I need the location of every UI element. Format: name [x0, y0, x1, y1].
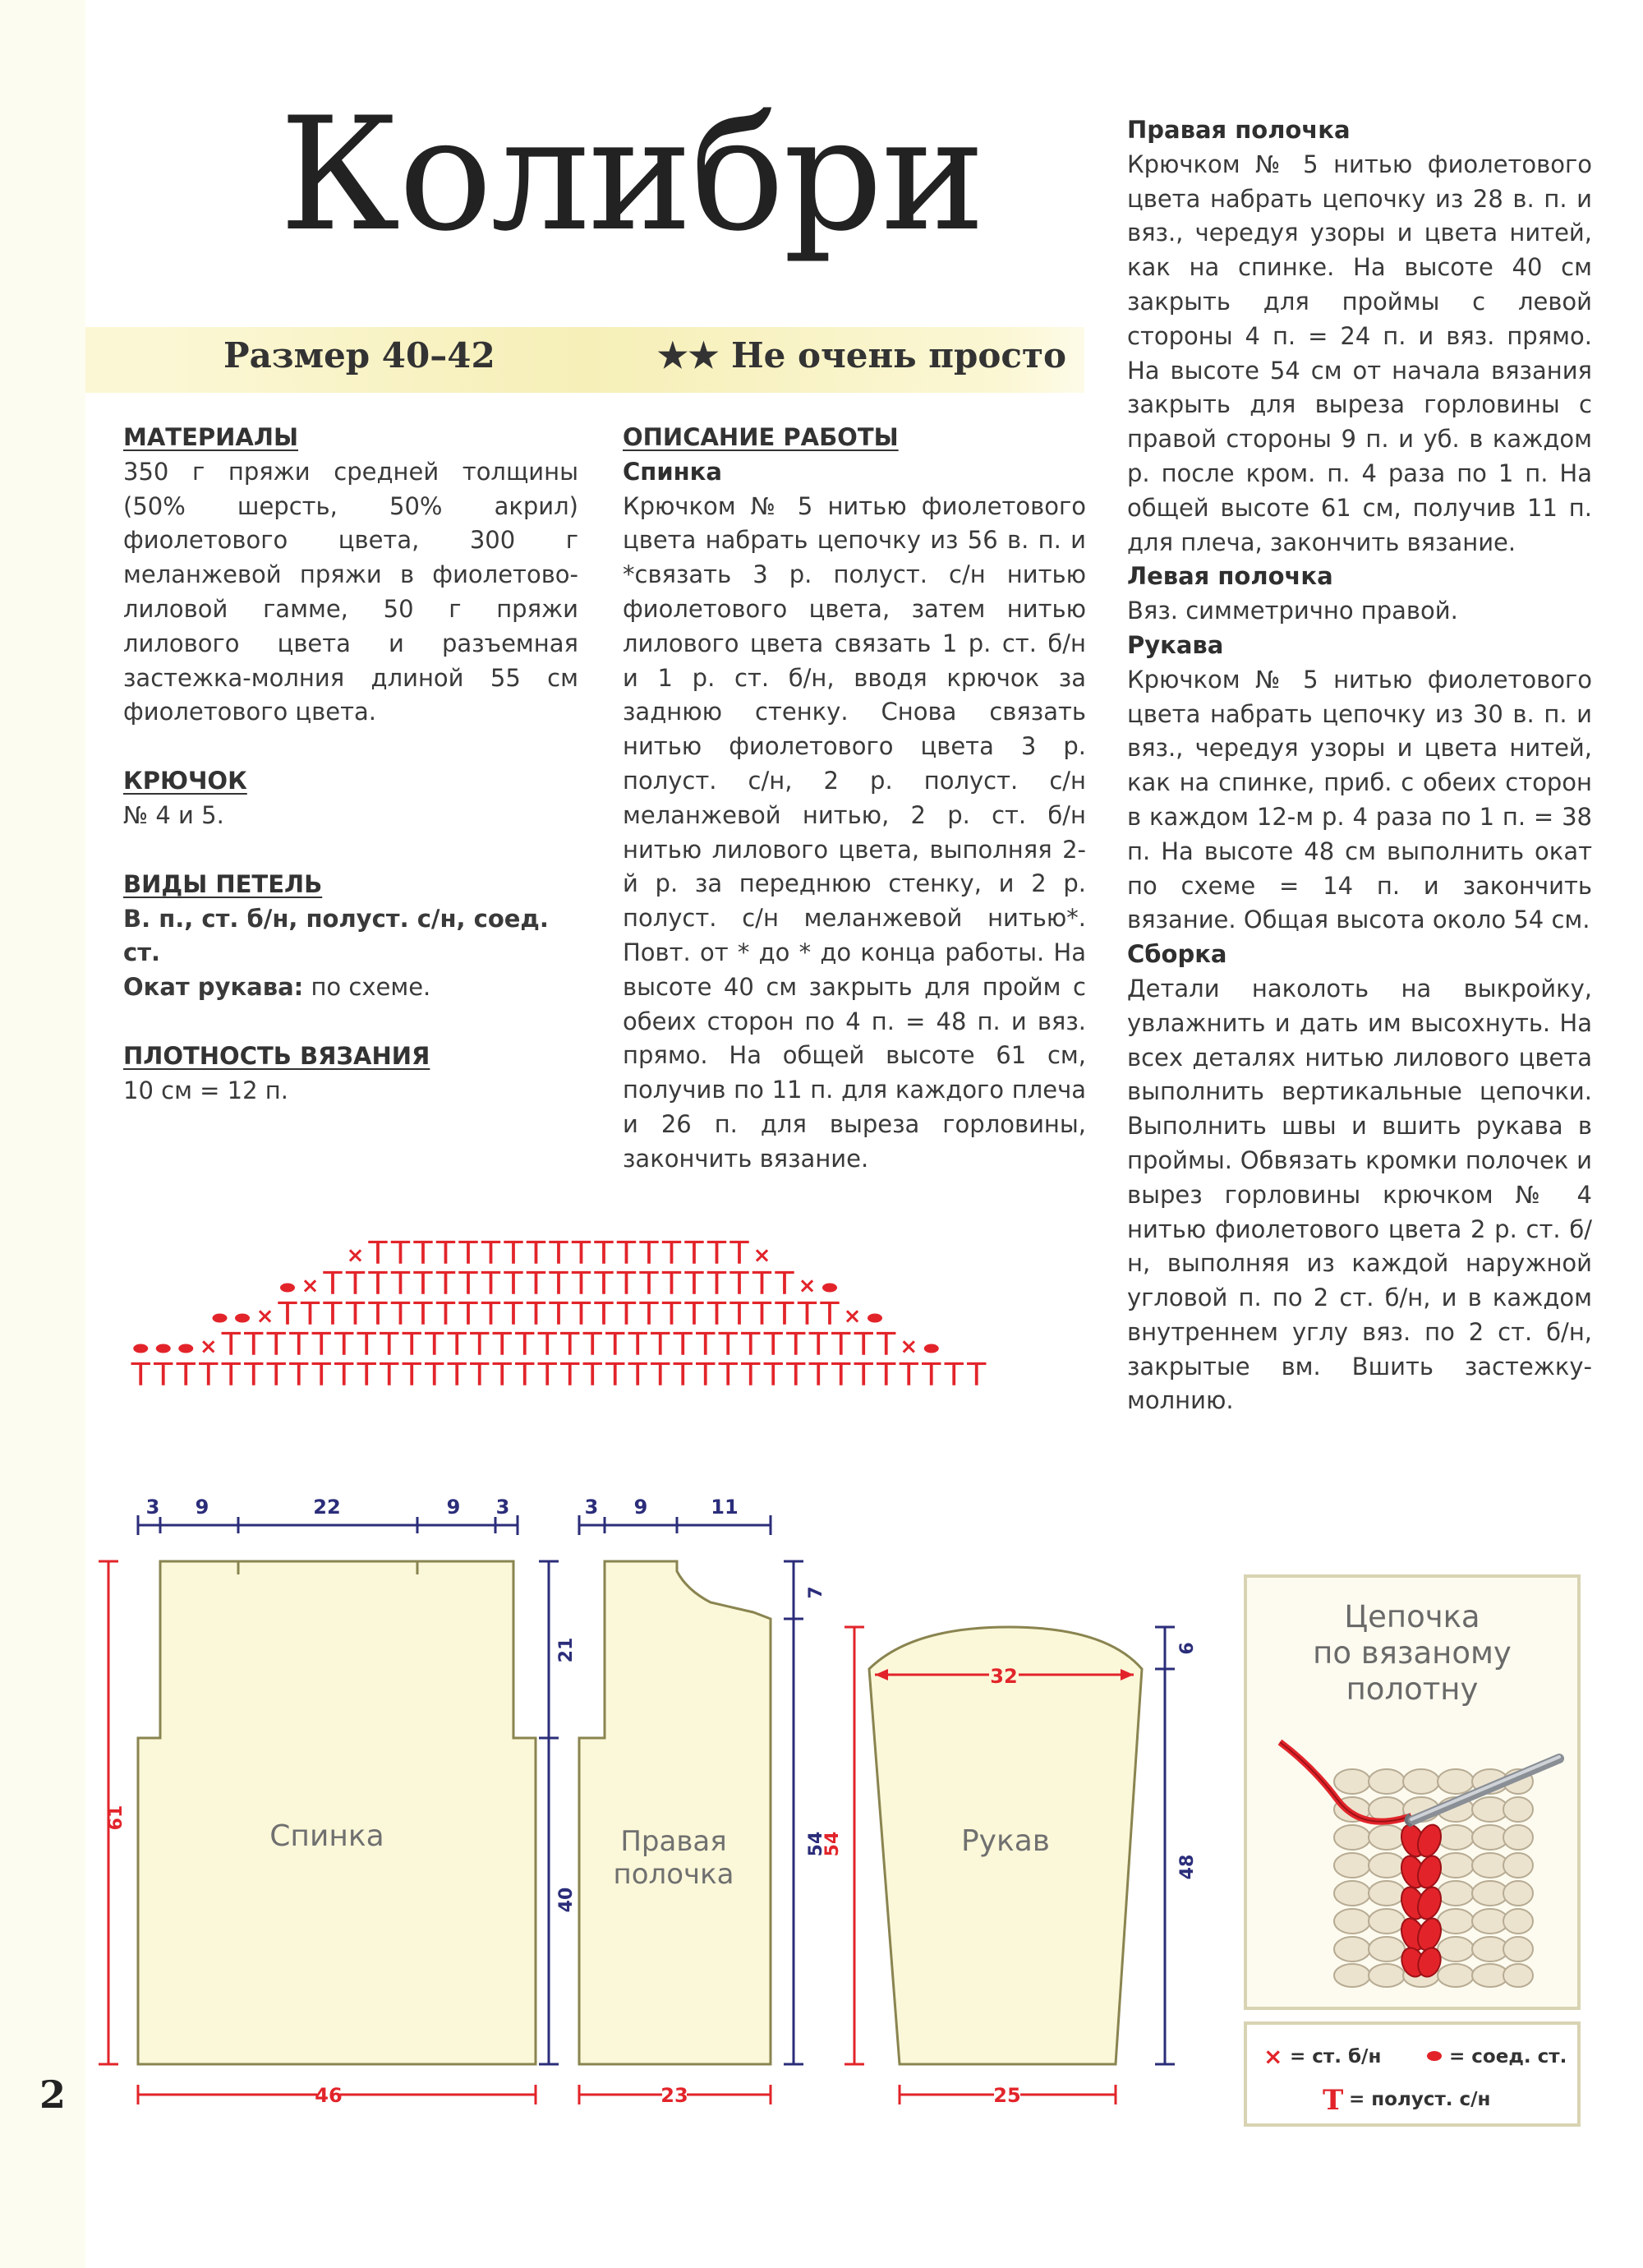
chart-hdc-stitch: T: [413, 1296, 433, 1332]
chart-hdc-stitch: T: [696, 1326, 716, 1362]
chart-hdc-stitch: T: [458, 1296, 478, 1332]
chart-hdc-stitch: T: [425, 1357, 444, 1393]
back-lower-dim: 40: [556, 1887, 577, 1913]
back-top-dim-1: 3: [145, 1496, 160, 1519]
chart-hdc-stitch: T: [594, 1235, 614, 1271]
chart-hdc-stitch: T: [368, 1235, 388, 1271]
chart-hdc-stitch: T: [967, 1357, 987, 1393]
difficulty-text: Не очень просто: [730, 335, 1067, 376]
stitch-legend: [1244, 2021, 1581, 2127]
chart-hdc-stitch: T: [380, 1357, 399, 1393]
chart-hdc-stitch: T: [323, 1296, 343, 1332]
sleeve-lower-dim: 48: [1177, 1854, 1198, 1880]
legend-hdc-text: = полуст. с/н: [1349, 2089, 1491, 2110]
chart-hdc-stitch: T: [481, 1296, 501, 1332]
chart-hdc-stitch: T: [390, 1235, 411, 1271]
chart-hdc-stitch: T: [278, 1296, 297, 1332]
front-height-dim: 54: [806, 1831, 826, 1857]
chart-hdc-stitch: T: [639, 1235, 659, 1271]
chart-hdc-stitch: T: [526, 1265, 546, 1302]
chart-hdc-stitch: T: [447, 1357, 467, 1393]
chart-hdc-stitch: T: [684, 1235, 704, 1271]
chart-hdc-stitch: T: [447, 1326, 467, 1362]
chart-hdc-stitch: T: [877, 1357, 896, 1393]
chart-hdc-stitch: T: [673, 1357, 693, 1393]
front-label-line1: Правая: [620, 1825, 727, 1858]
chart-sc-stitch: ×: [752, 1243, 771, 1268]
chart-hdc-stitch: T: [571, 1235, 591, 1271]
front-width-dim: 23: [660, 2084, 688, 2107]
hook-heading: КРЮЧОК: [123, 767, 247, 795]
chart-hdc-stitch: T: [323, 1265, 343, 1302]
chart-hdc-stitch: T: [628, 1357, 647, 1393]
chart-sc-stitch: ×: [900, 1335, 918, 1359]
chart-hdc-stitch: T: [425, 1326, 444, 1362]
assembly-title: Сборка: [1127, 940, 1227, 969]
chart-hdc-stitch: T: [899, 1357, 918, 1393]
legend-slip-symbol: [1424, 2049, 1444, 2063]
chart-hdc-stitch: T: [741, 1326, 761, 1362]
chart-hdc-stitch: T: [289, 1357, 309, 1393]
chart-hdc-stitch: T: [311, 1326, 331, 1362]
chart-hdc-stitch: T: [696, 1357, 716, 1393]
chart-hdc-stitch: T: [176, 1357, 196, 1393]
chart-hdc-stitch: T: [706, 1265, 727, 1302]
chart-hdc-stitch: T: [616, 1296, 637, 1332]
chart-hdc-stitch: T: [729, 1296, 749, 1332]
chain-stitch-illustration: [1263, 1717, 1567, 1997]
front-top-dim-3: 11: [711, 1496, 739, 1519]
chart-sc-stitch: ×: [199, 1335, 218, 1359]
chart-hdc-stitch: T: [334, 1357, 354, 1393]
chain-stitch-inset: [1244, 1574, 1581, 2010]
chart-hdc-stitch: T: [706, 1235, 727, 1271]
chart-hdc-stitch: T: [775, 1296, 794, 1332]
back-armhole-dim: 21: [556, 1637, 577, 1663]
page-number: 2: [39, 2072, 67, 2117]
chart-hdc-stitch: T: [345, 1296, 366, 1332]
chart-hdc-stitch: T: [357, 1357, 376, 1393]
chart-hdc-stitch: T: [470, 1326, 490, 1362]
chart-hdc-stitch: T: [718, 1357, 738, 1393]
chart-hdc-stitch: T: [729, 1265, 749, 1302]
chart-hdc-stitch: T: [684, 1265, 704, 1302]
gauge-heading: ПЛОТНОСТЬ ВЯЗАНИЯ: [123, 1041, 430, 1070]
chart-hdc-stitch: T: [706, 1296, 727, 1332]
chart-hdc-stitch: T: [594, 1296, 614, 1332]
back-title: Спинка: [623, 457, 722, 486]
sleeve-cap-text: по схеме.: [311, 973, 431, 1002]
chart-hdc-stitch: T: [526, 1296, 546, 1332]
chart-hdc-stitch: T: [831, 1326, 851, 1362]
stitch-types-text: В. п., ст. б/н, полуст. с/н, соед. ст.: [123, 904, 549, 967]
sleeve-cap-note: [123, 970, 578, 1005]
inset-title-line-3: полотну: [1346, 1671, 1479, 1707]
chart-hdc-stitch: T: [311, 1357, 331, 1393]
chart-hdc-stitch: T: [504, 1235, 523, 1271]
chart-hdc-stitch: T: [413, 1265, 433, 1302]
chart-hdc-stitch: T: [515, 1357, 535, 1393]
chart-slip-stitch: [868, 1314, 882, 1323]
chart-hdc-stitch: T: [435, 1265, 456, 1302]
front-outline: [579, 1561, 771, 2064]
chart-hdc-stitch: T: [763, 1357, 783, 1393]
chart-hdc-stitch: T: [616, 1235, 637, 1271]
chart-hdc-stitch: T: [458, 1235, 478, 1271]
legend-sc-text: = ст. б/н: [1290, 2046, 1382, 2067]
page-title: Колибри: [279, 84, 984, 265]
chart-hdc-stitch: T: [661, 1296, 682, 1332]
chart-hdc-stitch: T: [515, 1326, 535, 1362]
chart-hdc-stitch: T: [944, 1357, 964, 1393]
chart-hdc-stitch: T: [549, 1296, 568, 1332]
inset-title: [1247, 1599, 1577, 1708]
chart-hdc-stitch: T: [266, 1357, 286, 1393]
chart-hdc-stitch: T: [221, 1326, 241, 1362]
chart-hdc-stitch: T: [481, 1265, 501, 1302]
chart-hdc-stitch: T: [752, 1296, 772, 1332]
front-top-dim-2: 9: [633, 1496, 648, 1519]
chart-hdc-stitch: T: [470, 1357, 490, 1393]
chart-hdc-stitch: T: [616, 1265, 637, 1302]
chart-hdc-stitch: T: [594, 1265, 614, 1302]
legend-hdc-symbol: T: [1323, 2084, 1344, 2117]
sleeve-schematic: [822, 1627, 1198, 2107]
chart-slip-stitch: [822, 1284, 837, 1293]
left-front-title: Левая полочка: [1127, 562, 1333, 591]
right-front-title: Правая полочка: [1127, 116, 1351, 144]
chart-hdc-stitch: T: [537, 1357, 557, 1393]
sleeve-cap-label: Окат рукава:: [123, 973, 304, 1002]
chart-hdc-stitch: T: [266, 1326, 286, 1362]
difficulty-label: [657, 335, 1066, 376]
chart-hdc-stitch: T: [775, 1265, 794, 1302]
chart-hdc-stitch: T: [639, 1265, 659, 1302]
chart-hdc-stitch: T: [763, 1326, 783, 1362]
chart-hdc-stitch: T: [537, 1326, 557, 1362]
chart-hdc-stitch: T: [639, 1296, 659, 1332]
chart-hdc-stitch: T: [651, 1326, 670, 1362]
size-label: Размер 40–42: [223, 335, 495, 376]
chart-hdc-stitch: T: [922, 1357, 941, 1393]
chart-hdc-stitch: T: [854, 1326, 873, 1362]
hook-text: № 4 и 5.: [123, 800, 224, 829]
chart-hdc-stitch: T: [492, 1357, 512, 1393]
back-schematic: [99, 1496, 577, 2107]
back-top-dim-2: 9: [195, 1496, 209, 1519]
chart-slip-stitch: [213, 1314, 228, 1323]
chart-hdc-stitch: T: [560, 1357, 580, 1393]
chart-slip-stitch: [280, 1284, 295, 1293]
chart-hdc-stitch: T: [504, 1265, 523, 1302]
chart-slip-stitch: [235, 1314, 250, 1323]
materials-heading: МАТЕРИАЛЫ: [123, 423, 298, 451]
sleeves-title: Рукава: [1127, 630, 1224, 659]
chart-hdc-stitch: T: [820, 1296, 840, 1332]
chart-hdc-stitch: T: [854, 1357, 873, 1393]
chart-hdc-stitch: T: [131, 1357, 150, 1393]
chart-hdc-stitch: T: [504, 1296, 523, 1332]
chart-hdc-stitch: T: [334, 1326, 354, 1362]
gauge-text: 10 см = 12 п.: [123, 1076, 288, 1104]
chart-hdc-stitch: T: [661, 1235, 682, 1271]
chart-hdc-stitch: T: [831, 1357, 851, 1393]
back-top-dim-3: 22: [313, 1496, 341, 1519]
chart-hdc-stitch: T: [481, 1235, 501, 1271]
chart-hdc-stitch: T: [549, 1265, 568, 1302]
description-column: [623, 421, 1086, 1177]
materials-text: 350 г пряжи средней толщины (50% шерсть, 50% акрил) фиолетового цвета, 300 г меланжевой пряжи в фиолетово-лиловой гамме, 50 г пряжи лилового цвета и разъемная застежка-молния длиной 55 см фиолетового цвета.: [123, 457, 578, 726]
garment-schematics: [0, 1479, 1232, 2137]
chart-hdc-stitch: T: [651, 1357, 670, 1393]
legend-slip-text: = соед. ст.: [1449, 2046, 1567, 2067]
front-neck-dim: 7: [806, 1586, 826, 1599]
front-top-dim-1: 3: [584, 1496, 599, 1519]
sleeve-cap-dim: 6: [1177, 1642, 1198, 1655]
sleeve-label: Рукав: [960, 1824, 1051, 1858]
chart-hdc-stitch: T: [786, 1326, 806, 1362]
chart-hdc-stitch: T: [435, 1296, 456, 1332]
sleeve-top-dim: 32: [990, 1665, 1018, 1688]
chart-hdc-stitch: T: [808, 1357, 828, 1393]
chart-hdc-stitch: T: [221, 1357, 241, 1393]
chart-hdc-stitch: T: [628, 1326, 647, 1362]
sleeve-cap-stitch-chart: [107, 1224, 1010, 1430]
chart-slip-stitch: [178, 1344, 193, 1353]
chart-sc-stitch: ×: [255, 1304, 274, 1329]
chart-hdc-stitch: T: [357, 1326, 376, 1362]
chart-hdc-stitch: T: [582, 1326, 602, 1362]
chart-hdc-stitch: T: [300, 1296, 320, 1332]
back-top-dim-5: 3: [495, 1496, 510, 1519]
chart-slip-stitch: [924, 1344, 939, 1353]
back-text: Крючком № 5 нитью фиолетового цвета набрать цепочку из 56 в. п. и *связать 3 р. полуст. с/н нитью фиолетового цвета, затем нитью лилового цвета связать 1 р. ст. б/н и 1 р. ст. б/н, вводя крючок за заднюю стенку. Снова связать нитью фиолетового цвета 3 р. полуст. с/н, 2 р. полуст. с/н меланжевой нитью, 2 р. ст. б/н нитью лилового цвета, выполняя 2-й р. за переднюю стенку, и 2 р. полуст. с/н меланжевой нитью*. Повт. от * до * до конца работы. На высоте 40 см закрыть для пройм с обеих сторон по 4 п. = 48 п. и вяз. прямо. На общей высоте 61 см, получив по 11 п. для каждого плеча и 26 п. для выреза горловины, закончить вязание.: [623, 491, 1086, 1173]
chart-sc-stitch: ×: [798, 1274, 817, 1298]
chart-hdc-stitch: T: [549, 1235, 568, 1271]
chart-slip-stitch: [156, 1344, 171, 1353]
front-label-line2: полочка: [613, 1858, 734, 1891]
chart-hdc-stitch: T: [289, 1326, 309, 1362]
back-height-dim: 61: [106, 1805, 127, 1831]
chart-hdc-stitch: T: [797, 1296, 817, 1332]
chart-hdc-stitch: T: [741, 1357, 761, 1393]
stitch-types-heading: ВИДЫ ПЕТЕЛЬ: [123, 869, 323, 898]
chart-hdc-stitch: T: [244, 1326, 264, 1362]
chart-hdc-stitch: T: [729, 1235, 749, 1271]
chart-sc-stitch: ×: [843, 1304, 862, 1329]
chart-hdc-stitch: T: [154, 1357, 173, 1393]
back-label: Спинка: [269, 1819, 384, 1853]
chart-hdc-stitch: T: [571, 1265, 591, 1302]
chart-hdc-stitch: T: [199, 1357, 219, 1393]
chart-hdc-stitch: T: [402, 1326, 421, 1362]
chart-hdc-stitch: T: [413, 1235, 433, 1271]
description-heading: ОПИСАНИЕ РАБОТЫ: [623, 423, 899, 451]
inset-title-line-2: по вязаному: [1313, 1635, 1512, 1671]
chart-hdc-stitch: T: [560, 1326, 580, 1362]
chart-hdc-stitch: T: [571, 1296, 591, 1332]
sleeves-text: Крючком № 5 нитью фиолетового цвета набрать цепочку из 30 в. п. и вяз., чередуя узоры и цвета нитей, как на спинке, приб. с обеих сторон в каждом 12-м р. 4 раза по 1 п. = 38 п. На высоте 48 см выполнить окат по схеме = 14 п. и закончить вязание. Общая высота около 54 см.: [1127, 665, 1592, 934]
back-top-dim-4: 9: [446, 1496, 461, 1519]
chart-hdc-stitch: T: [368, 1265, 388, 1302]
chart-hdc-stitch: T: [808, 1326, 828, 1362]
back-width-dim: 46: [315, 2084, 343, 2107]
inset-title-line-1: Цепочка: [1344, 1599, 1480, 1634]
chart-hdc-stitch: T: [244, 1357, 264, 1393]
chart-sc-stitch: ×: [301, 1274, 320, 1298]
chart-hdc-stitch: T: [661, 1265, 682, 1302]
chart-hdc-stitch: T: [380, 1326, 399, 1362]
instructions-column: [1127, 113, 1592, 1418]
assembly-text: Детали наколоть на выкройку, увлажнить и дать им высохнуть. На всех деталях нитью лилового цвета выполнить вертикальные цепочки. Выполнить швы и вшить рукава в проймы. Обвязать кромки полочек и вырез горловины крючком № 4 нитью фиолетового цвета 2 р. ст. б/н, выполняя из каждой наружной угловой п. по 2 ст. б/н, и в каждом внутреннем углу вяз. по 2 ст. б/н, закрытые вм. Вшить застежку-молнию.: [1127, 974, 1592, 1415]
difficulty-stars: ★★: [657, 335, 720, 376]
legend-sc-symbol: ×: [1263, 2043, 1283, 2070]
sleeve-width-dim: 25: [993, 2084, 1021, 2107]
front-schematic: [579, 1496, 826, 2107]
chart-hdc-stitch: T: [752, 1265, 772, 1302]
chart-hdc-stitch: T: [368, 1296, 388, 1332]
chart-hdc-stitch: T: [786, 1357, 806, 1393]
chart-hdc-stitch: T: [345, 1265, 366, 1302]
chart-hdc-stitch: T: [582, 1357, 602, 1393]
chart-hdc-stitch: T: [390, 1265, 411, 1302]
sleeve-height-dim: 54: [822, 1831, 843, 1857]
chart-hdc-stitch: T: [492, 1326, 512, 1362]
chart-sc-stitch: ×: [346, 1243, 365, 1268]
chart-hdc-stitch: T: [605, 1326, 625, 1362]
chart-hdc-stitch: T: [390, 1296, 411, 1332]
chart-slip-stitch: [133, 1344, 148, 1353]
chart-hdc-stitch: T: [718, 1326, 738, 1362]
right-front-text: Крючком № 5 нитью фиолетового цвета набрать цепочку из 28 в. п. и вяз., чередуя узоры и цвета нитей, как на спинке. На высоте 40 см закрыть для проймы с левой стороны 4 п. = 24 п. и вяз. прямо. На высоте 54 см от начала вязания закрыть для выреза горловины с правой стороны 9 п. и уб. в каждом р. после кром. п. 4 раза по 1 п. На общей высоте 61 см, получив 11 п. для плеча, закончить вязание.: [1127, 150, 1592, 556]
chart-hdc-stitch: T: [402, 1357, 421, 1393]
chart-hdc-stitch: T: [458, 1265, 478, 1302]
materials-column: [123, 421, 578, 1109]
back-outline: [138, 1561, 536, 2064]
chart-hdc-stitch: T: [877, 1326, 896, 1362]
chart-hdc-stitch: T: [673, 1326, 693, 1362]
chart-hdc-stitch: T: [605, 1357, 625, 1393]
chart-hdc-stitch: T: [435, 1235, 456, 1271]
chart-hdc-stitch: T: [684, 1296, 704, 1332]
left-front-text: Вяз. симметрично правой.: [1127, 597, 1458, 625]
chart-hdc-stitch: T: [526, 1235, 546, 1271]
